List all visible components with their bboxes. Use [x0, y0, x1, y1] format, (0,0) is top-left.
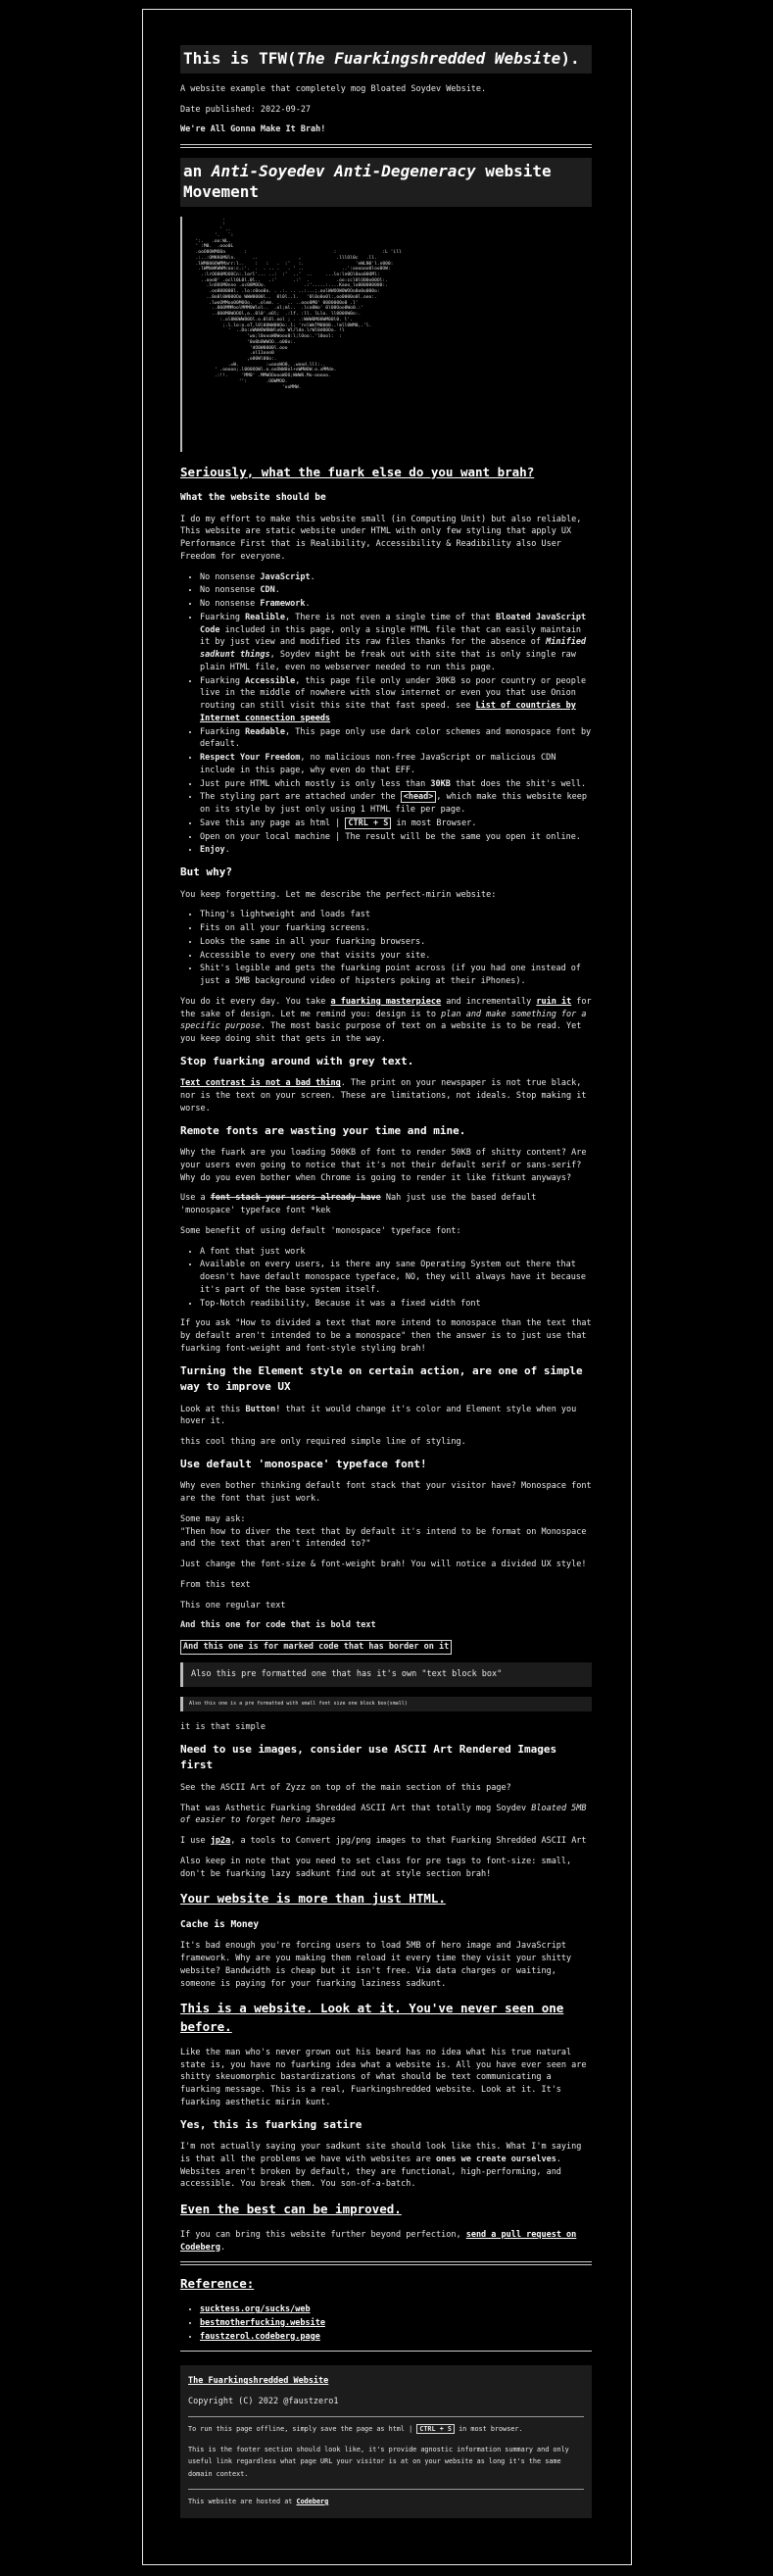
list-item: • Looks the same in all your fuarking browsers.	[200, 936, 592, 949]
paragraph: I do my effort to make this website small (in Computing Unit) but also reliable, This website are static website under HTML with only few styling that apply UX Performance First that is Realibility, Accessibility & Readibility also User Freedom for everyone.	[180, 514, 582, 562]
divider	[188, 2489, 584, 2490]
paragraph: I'm not actually saying your sadkunt site should look like this. What I'm saying is that all the problems we have with websites are ones we create ourselves. Websites aren't broken by default, they are functional, high-performing, and accessible. You break them. You son-of-a-batch.	[180, 2142, 582, 2190]
feature-list	[180, 571, 592, 858]
list-item: • No nonsense CDN.	[200, 584, 592, 597]
copyright: Copyright (C) 2022 @faustzero1	[188, 2397, 339, 2407]
list-item: • No nonsense Framework.	[200, 598, 592, 611]
paragraph: Some may ask:	[180, 1513, 246, 1524]
paragraph: Like the man who's never grown out his beard has no idea what his true natural state is, you have no fuarking idea what a website is. All you have ever seen are shitty skeuomorphic bastardizations of what should be text communicating a fuarking message. This is a real, Fuarkingshredded website. Look at it. It's fuarking aesthetic mirin kunt.	[180, 2047, 587, 2107]
subheading: Cache is Money	[180, 1919, 260, 1931]
list-item	[200, 2304, 592, 2316]
demo-button[interactable]: Button!	[245, 1404, 281, 1414]
paragraph: I use jp2a, a tools to Convert jpg/png images to that Fuarking Shredded ASCII Art	[180, 1836, 587, 1847]
footer	[180, 2365, 592, 2517]
paragraph: See the ASCII Art of Zyzz on top of the main section of this page?	[180, 1782, 511, 1793]
footer-title-link[interactable]: The Fuarkingshredded Website	[188, 2376, 329, 2387]
list-item: • Fuarking Realible, There is not even a single time of that Bloated JavaScript Code included in this page, only a single HTML file that can easily maintain it by just view and modified its raw files thanks for the absence of Minified sadkunt things, Soydev might be freak out with site that is only single raw plain HTML file, even no webserver needed to run this page.	[200, 612, 592, 674]
reference-link[interactable]: faustzerol.codeberg.page	[200, 2331, 320, 2342]
list-item: • Just pure HTML which mostly is only less than 30KB that does the shit's well.	[200, 778, 592, 791]
paragraph: If you ask "How to divided a text that more intend to monospace than the text that by default aren't intended to be a monospace" then the answer is to just use that fuarking font-weight and font-style styling brah!	[180, 1318, 592, 1354]
paragraph: Why the fuark are you loading 500KB of font to render 50KB of shitty content? Are your users even going to notice that it's not their default serif or sans-serif? Why do you even bother when Chrome is going to render it like fitkunt anyways?	[180, 1148, 587, 1183]
paragraph: It's bad enough you're forcing users to load 5MB of hero image and JavaScript framework. Why are you making them reload it every time they visit your shitty website? Bandwidth is cheap but it isn't free. Via data charges or waiting, someone is paying for your fuarking laziness sadkunt.	[180, 1941, 572, 1989]
date-published: Date published: 2022-09-27	[180, 104, 312, 115]
section-heading: But why?	[180, 866, 232, 879]
list-item: • Accessible to every one that visits your site.	[200, 950, 592, 963]
site-description: A website example that completely mog Bloated Soydev Website.	[180, 83, 487, 94]
section-heading: Turning the Element style on certain action, are one of simple way to improve UX	[180, 1363, 583, 1394]
divider	[180, 2351, 592, 2352]
paragraph: Just change the font-size & font-weight brah! You will notice a divided UX style!	[180, 1560, 587, 1570]
footer-title-wrap	[188, 2375, 584, 2388]
paragraph: this cool thing are only required simple line of styling.	[180, 1437, 466, 1448]
codeberg-link[interactable]: Codeberg	[296, 2497, 329, 2505]
paragraph: You do it every day. You take a fuarking masterpiece and incrementally ruin it for the sake of design. Let me remind you: design is to plan and make something for a specific purpose. The most basic purpose of text on a website is to be read. Yet you keep doing shit that gets in the way.	[180, 996, 592, 1045]
movement-heading: an Anti-Soyedev Anti-Degeneracy website Movement	[180, 158, 592, 207]
section-heading: Use default 'monospace' typeface font!	[180, 1457, 427, 1470]
paragraph: it is that simple	[180, 1722, 266, 1733]
regular-text-example: This one regular text	[180, 1600, 286, 1610]
section-heading: Seriously, what the fuark else do you want brah?	[180, 464, 535, 479]
masterpiece-link[interactable]: a fuarking masterpiece	[330, 996, 442, 1007]
paragraph: Text contrast is not a bad thing. The print on your newspaper is not true black, nor is the text on your screen. These are limitations, not ideals. Stop making it worse.	[180, 1078, 587, 1114]
divider	[180, 2261, 592, 2262]
paragraph: Use a font stack your users already have Nah just use the based default 'monospace' typeface font *kek	[180, 1193, 537, 1216]
paragraph: Some benefit of using default 'monospace' typeface font:	[180, 1225, 461, 1236]
section-heading: This is a website. Look at it. You've never seen one before.	[180, 2001, 564, 2035]
list-item: • Thing's lightweight and loads fast	[200, 909, 592, 921]
paragraph: From this text	[180, 1579, 251, 1590]
internet-speed-link[interactable]: List of countries by Internet connection speeds	[200, 701, 576, 723]
list-item: • A font that just work	[200, 1246, 592, 1259]
paragraph: Why even bother thinking default font stack that your visitor have? Monospace font are the font that just work.	[180, 1481, 592, 1505]
paragraph	[180, 1640, 592, 1655]
list-item: • Fuarking Readable, This page only use dark color schemes and monospace font by default.	[200, 726, 592, 752]
list-item	[200, 2331, 592, 2344]
paragraph: You keep forgetting. Let me describe the perfect-mirin website:	[180, 889, 497, 900]
reference-link[interactable]: bestmotherfucking.website	[200, 2317, 325, 2328]
section-heading: Even the best can be improved.	[180, 2202, 402, 2217]
bold-text-example: And this one for code that is bold text	[180, 1620, 376, 1631]
subheading: What the website should be	[180, 492, 326, 504]
reference-list	[180, 2304, 592, 2343]
list-item: • Fuarking Accessible, this page file only under 30KB so poor country or people live in the middle of nowhere with slow internet or even you that use Onion routing can still visit this site that fast speed. see List of countries by Internet connection speeds	[200, 675, 592, 725]
perfect-website-list	[180, 909, 592, 988]
divider	[188, 2416, 584, 2417]
reference-heading: Reference:	[180, 2276, 255, 2292]
list-item: • Save this any page as html | CTRL + S in most Browser.	[200, 817, 592, 830]
page-title: This is TFW(The Fuarkingshredded Website).	[180, 45, 592, 74]
footer-note: This is the footer section should look like, it's provide agnostic information summary and only useful link regardless what page URL your visitor is at on your website as long it's the same domain context.	[188, 2445, 569, 2479]
list-item: • Shit's legible and gets the fuarking point across (if you had one instead of just a 5MB background video of hipsters poking at their iPhones).	[200, 963, 592, 988]
offline-note: To run this page offline, simply save the page as html | CTRL + S in most browser.	[188, 2424, 523, 2433]
pull-request-link[interactable]: send a pull request on Codeberg	[180, 2229, 577, 2253]
section-heading: Need to use images, consider use ASCII Art Rendered Images first	[180, 1742, 557, 1772]
paragraph: If you can bring this website further beyond perfection, send a pull request on Codeberg.	[180, 2229, 577, 2253]
list-item	[200, 2317, 592, 2330]
page-frame	[142, 9, 632, 2565]
jp2a-link[interactable]: jp2a	[210, 1836, 231, 1847]
section-heading: Stop fuarking around with grey text.	[180, 1054, 414, 1067]
motto: We're All Gonna Make It Brah!	[180, 124, 326, 135]
reference-link[interactable]: sucktess.org/sucks/web	[200, 2304, 311, 2315]
paragraph: That was Asthetic Fuarking Shredded ASCII Art that totally mog Soydev Bloated 5MB of easier to forget hero images	[180, 1803, 587, 1826]
paragraph: Also keep in note that you need to set class for pre tags to font-size: small, don't be fuarking lazy sadkunt find out at style section brah!	[180, 1856, 572, 1879]
pre-block-example: Also this pre formatted one that has it's own "text block box"	[180, 1662, 592, 1687]
divider	[180, 144, 592, 145]
small-pre-block-example: Also this one is a pre formatted with small font size one block box(small)	[180, 1697, 592, 1712]
main-content	[180, 45, 592, 2518]
list-item: • Enjoy.	[200, 844, 592, 857]
section-heading: Remote fonts are wasting your time and mine.	[180, 1123, 466, 1137]
list-item: • Top-Notch readibility, Because it was a fixed width font	[200, 1298, 592, 1311]
list-item: • No nonsense JavaScript.	[200, 571, 592, 584]
ruin-it-link[interactable]: ruin it	[536, 996, 572, 1007]
divider	[180, 2264, 592, 2265]
benefit-list	[180, 1246, 592, 1311]
ascii-art-image: . : ' .. '. `: ':. .oo:WL. ' :M0. .ooo0L .ooO0OWMO0a : : :L 'ill .:..:OMKK0M0ln. .. , .lllOl0c .ll. .lWM000OWMMarr:l.. : : . :' :. 'eWLN0'l.n000: .lWMbWKWWMcoo:c.:'. . . .. . . ' .. ..':oooooo0loo0OW: .:lrOO00MOOOCn:.lorl'... ..: :' ..' .. ...lo:ln0Ol0oo00OMl: ..ooo0' .ocll0L0l.0l.. .:' .:' . .oo:ccl0lO00o00Ol:. .lnOOOM0nno .oc00MOOo. .:'.....:....Kaoo_lo000000000:. .oo000000l. .lo:c0oo0o. . .:. .. ..:...;.oolWWOOW0WOOo0o0o000o: ..0o0l0W000Oo WWW0000l.. 0l0l..l. '0l0o0o0l:,oo0000o0l.ooo:. .lwoOMMoo00M0Oo. .olmm. . .. ..ooo0M0' 0000000o0 .l' ..000MMMoolMMM0Wlol.. .ol;ml.. .lco0Wo' 0l00Ooo0Wo0.:' ..000M0WOOOl,o..0l0'.oOl; .:lf. :ll. lLlo. ll000OW0o:. :.ol0W0WW00Ol.o.0l0l.ool ; . .:WWW0M00WM00l0. l'. ;.l.lo:o.oT,l0l00WW00Oo:.l; 'rolWmTM0000..!mll0WM0,.'l. ' ..Do:oWWW0W0WWlo0o Wl/ldo.lrWl0d00Oo. !l 'wo;l0oooW0Wooo0:l;lOoo:.'l0ool: : '0o0b0WWOO..o00o:. 'dO0W0000l.ooo .ol11ooo0 ,o00Wl00o:. .=W. :=oooWO0, .wood.lll:.. ' .ooooo;.l000OOWl.o.ooOWW0ol+oWMW0W.o.xMMde. .:!!. 'MM0' .MMWOOoooWOO;WWW0.Mo-ooooo. '': .O0WMO0. 'ooMMW.	[180, 217, 592, 452]
section-heading: Your website is more than just HTML.	[180, 1891, 446, 1907]
section-heading: Yes, this is fuarking satire	[180, 2117, 362, 2131]
divider	[180, 147, 592, 148]
list-item: • Available on every users, is there any sane Operating System out there that doesn't have default monospace typeface, NO, they will always have it because it's part of the base system itself.	[200, 1259, 592, 1296]
paragraph: Look at this Button! that it would change it's color and Element style when you hover it.	[180, 1404, 577, 1427]
list-item: • Respect Your Freedom, no malicious non-free JavaScript or malicious CDN include in this page, why even do that EFF.	[200, 752, 592, 777]
hosted-note: This website are hosted at Codeberg	[188, 2497, 329, 2505]
list-item: • Open on your local machine | The result will be the same you open it online.	[200, 831, 592, 844]
list-item: • The styling part are attached under the <head> , which make this website keep on its style by just only using 1 HTML file per page.	[200, 791, 592, 817]
quote: "Then how to diver the text that by default it's intend to be format on Monospace and the text that aren't intended to?"	[180, 1526, 587, 1550]
contrast-link[interactable]: Text contrast is not a bad thing	[180, 1078, 341, 1089]
list-item: • Fits on all your fuarking screens.	[200, 922, 592, 935]
bordered-code-example: And this one is for marked code that has border on it	[180, 1640, 452, 1655]
